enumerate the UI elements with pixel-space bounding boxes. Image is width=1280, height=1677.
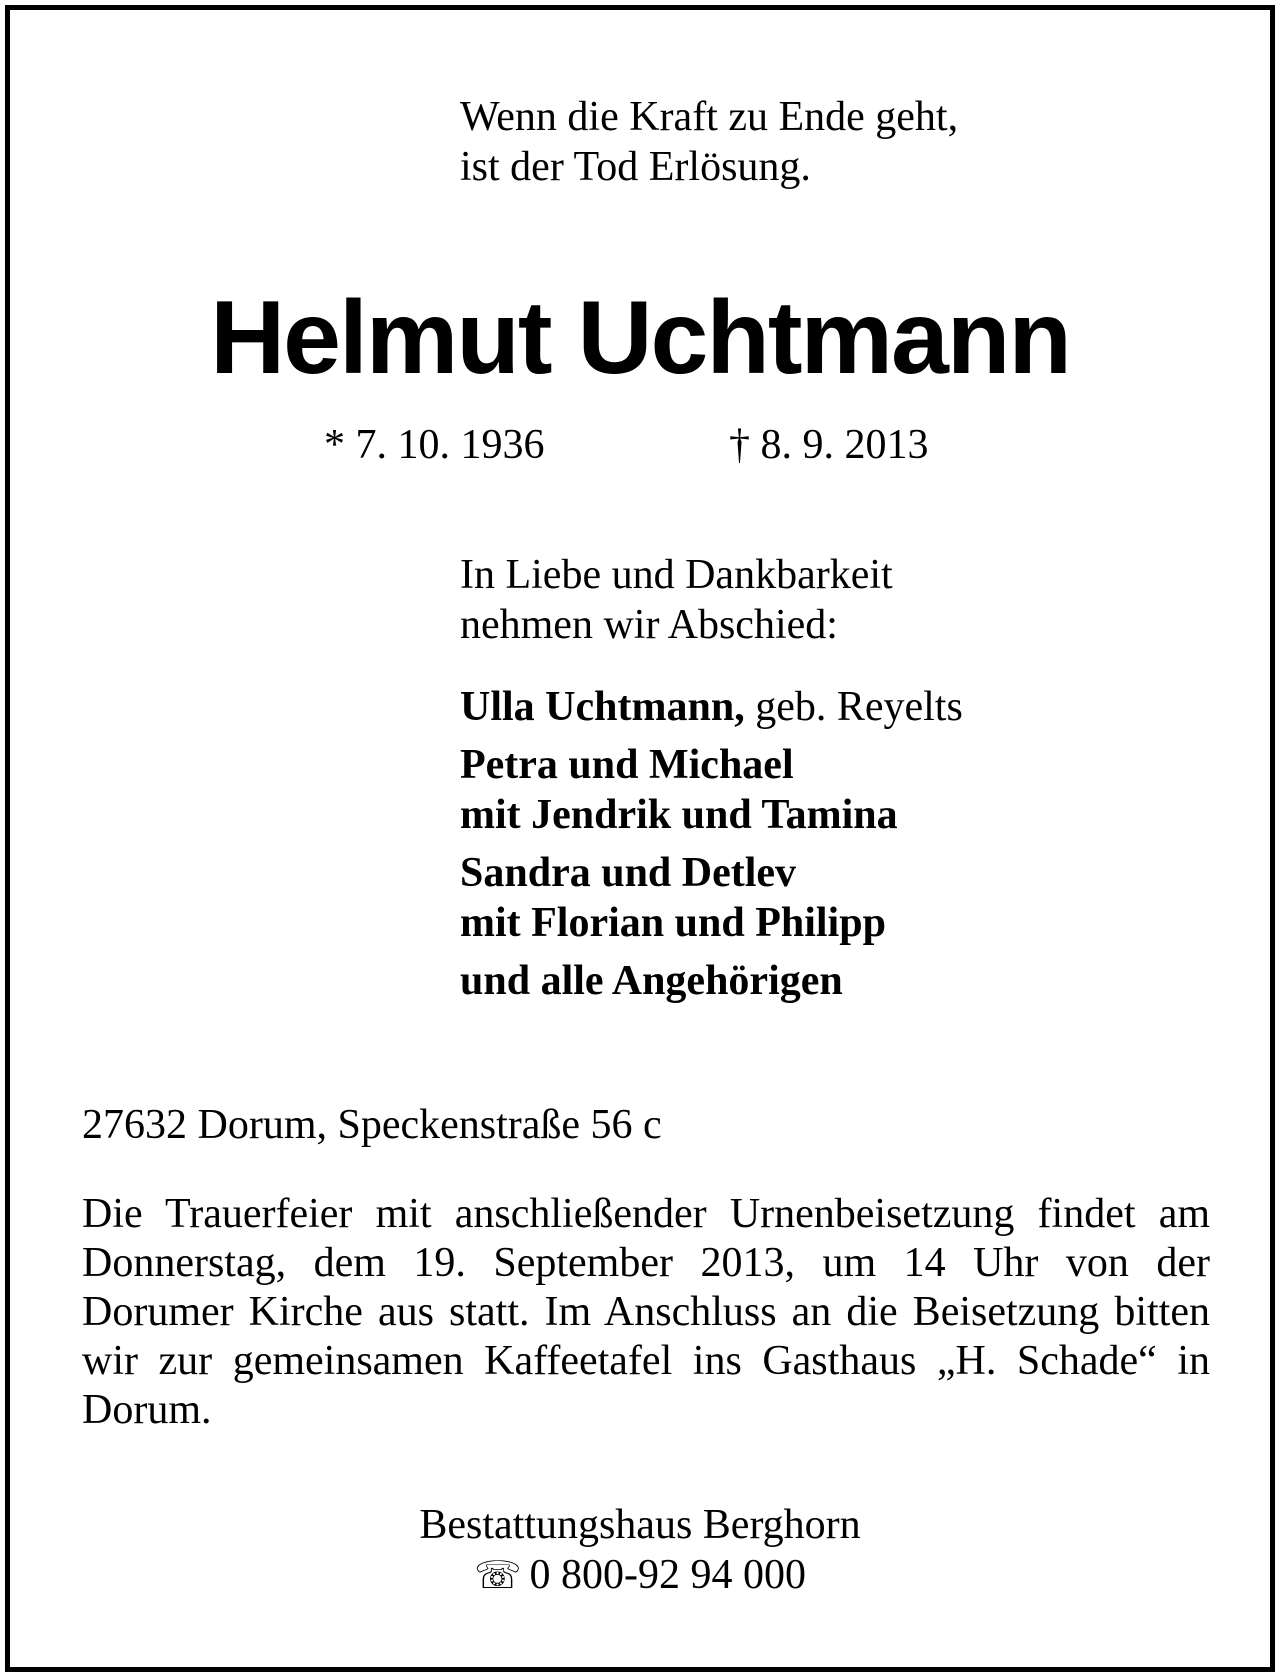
motto-quote xyxy=(460,92,958,192)
mourner-sandra-line-1: Sandra und Detlev xyxy=(460,850,797,896)
mourner-ulla xyxy=(460,682,963,732)
death-date: † 8. 9. 2013 xyxy=(729,422,929,468)
mourner-petra-line-2: mit Jendrik und Tamina xyxy=(460,792,898,838)
obituary-notice xyxy=(5,5,1275,1672)
funeral-details-text: Die Trauerfeier mit anschließender Urnenbeisetzung findet am Donnerstag, dem 19. September 2013, um 14 Uhr von der Dorumer Kirche aus statt. Im Anschluss an die Beisetzung bitten wir zur gemeinsamen Kaffeetafel ins Gasthaus „H. Schade“ in Dorum. xyxy=(82,1191,1210,1433)
funeral-home-name: Bestattungshaus Berghorn xyxy=(419,1502,861,1548)
birth-date: * 7. 10. 1936 xyxy=(324,422,545,468)
funeral-home-phone-line xyxy=(10,1550,1270,1600)
mourner-others: und alle Angehörigen xyxy=(460,958,843,1004)
mourners-list xyxy=(460,682,963,1006)
motto-line-1: Wenn die Kraft zu Ende geht, xyxy=(460,94,959,140)
funeral-home xyxy=(10,1500,1270,1600)
funeral-home-phone: 0 800-92 94 000 xyxy=(529,1552,807,1598)
intro-line-2: nehmen wir Abschied: xyxy=(460,602,838,648)
mourner-ulla-name: Ulla Uchtmann, xyxy=(460,684,745,730)
intro-line-1: In Liebe und Dankbarkeit xyxy=(460,552,893,598)
mourner-sandra-line-2: mit Florian und Philipp xyxy=(460,900,886,946)
farewell-intro xyxy=(460,550,893,650)
mourner-ulla-maiden-name: geb. Reyelts xyxy=(755,684,963,730)
address: 27632 Dorum, Speckenstraße 56 c xyxy=(82,1102,662,1148)
telephone-icon: ☏ xyxy=(473,1553,522,1597)
deceased-name: Helmut Uchtmann xyxy=(210,280,1070,396)
mourner-petra-line-1: Petra und Michael xyxy=(460,742,794,788)
motto-line-2: ist der Tod Erlösung. xyxy=(460,144,811,190)
